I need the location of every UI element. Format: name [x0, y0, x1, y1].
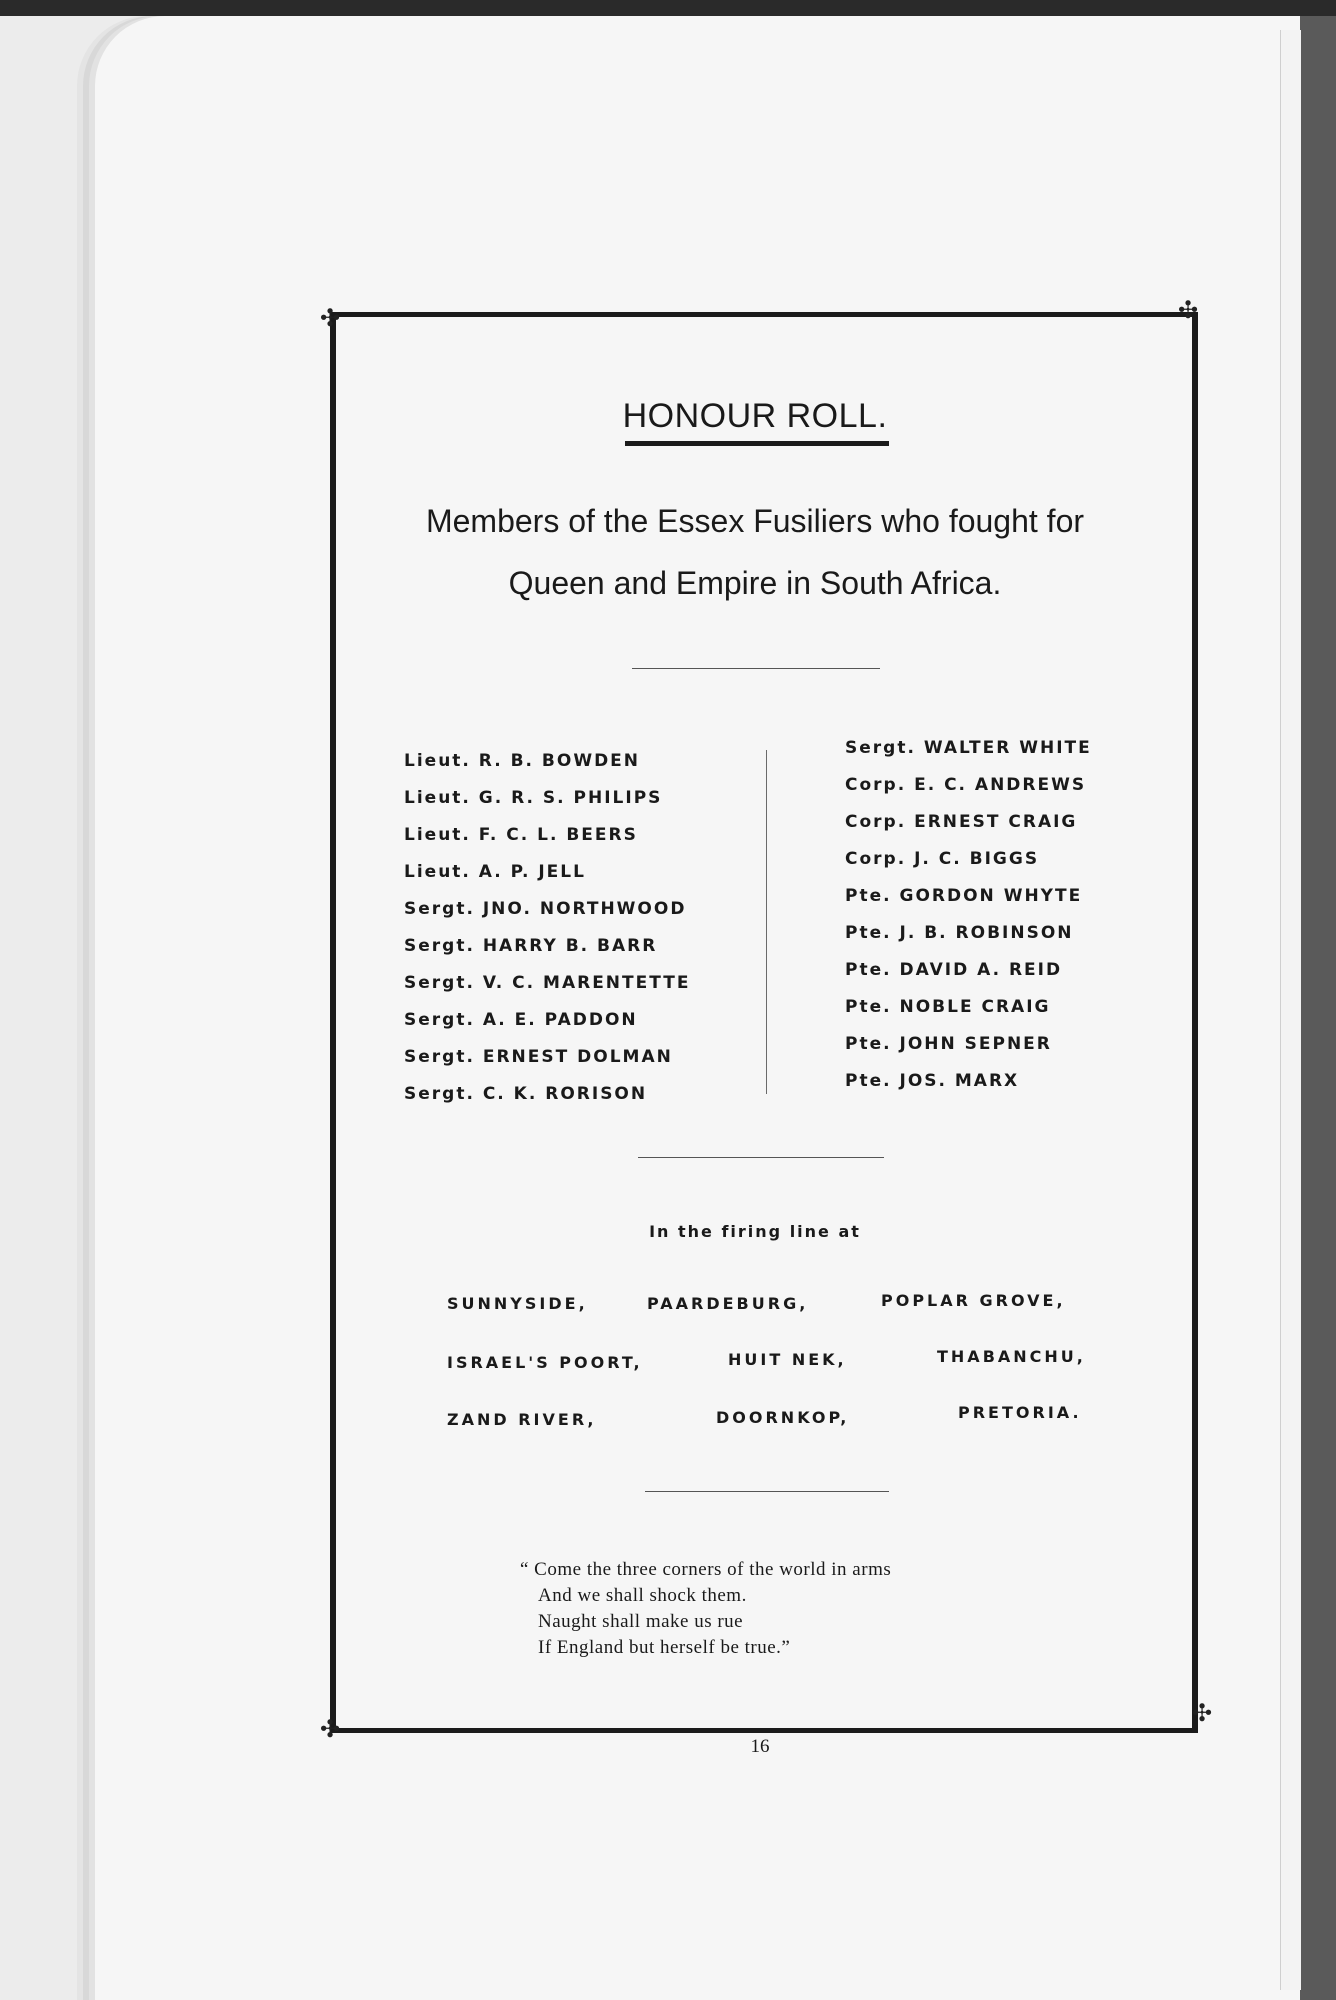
verse-line: Naught shall make us rue	[538, 1611, 744, 1632]
verse-line: And we shall shock them.	[538, 1585, 747, 1606]
firing-line-heading: In the firing line at	[649, 1222, 861, 1241]
battle-place: PAARDEBURG,	[647, 1294, 809, 1313]
honour-roll-name: Sergt. WALTER WHITE	[845, 738, 1092, 758]
page-subtitle	[340, 490, 1170, 614]
corner-ornament-icon: ✣	[320, 1717, 341, 1743]
honour-roll-name: Corp. J. C. BIGGS	[845, 849, 1040, 869]
verse-line: “ Come the three corners of the world in arms	[520, 1559, 892, 1580]
corner-ornament-icon: ✣	[1192, 1701, 1213, 1727]
column-divider	[766, 750, 767, 1094]
honour-roll-name: Corp. E. C. ANDREWS	[845, 775, 1087, 795]
honour-roll-name: Lieut. R. B. BOWDEN	[404, 751, 641, 771]
honour-roll-name: Lieut. G. R. S. PHILIPS	[404, 788, 663, 808]
page-number: 16	[750, 1736, 770, 1757]
book-cover-edge	[1300, 16, 1336, 2000]
corner-ornament-icon: ✣	[1178, 298, 1199, 324]
battle-place: ZAND RIVER,	[447, 1410, 597, 1429]
scan-top-band	[0, 0, 1336, 16]
honour-roll-name: Sergt. V. C. MARENTETTE	[404, 973, 691, 993]
corner-ornament-icon: ✣	[320, 306, 341, 332]
battle-place: THABANCHU,	[937, 1347, 1086, 1366]
honour-roll-name: Sergt. A. E. PADDON	[404, 1010, 638, 1030]
subtitle-line: Queen and Empire in South Africa.	[508, 565, 1002, 601]
honour-roll-name: Pte. J. B. ROBINSON	[845, 923, 1074, 943]
divider-rule	[645, 1491, 889, 1492]
honour-roll-name: Sergt. C. K. RORISON	[404, 1084, 648, 1104]
honour-roll-name: Sergt. HARRY B. BARR	[404, 936, 658, 956]
honour-roll-right-column	[845, 730, 1092, 1100]
verse-line: If England but herself be true.”	[538, 1637, 791, 1658]
honour-roll-name: Sergt. JNO. NORTHWOOD	[404, 899, 687, 919]
battle-place: SUNNYSIDE,	[447, 1294, 588, 1313]
honour-roll-name: Pte. GORDON WHYTE	[845, 886, 1083, 906]
battle-place: ISRAEL'S POORT,	[447, 1353, 643, 1372]
battle-place: DOORNKOP,	[716, 1408, 850, 1427]
honour-roll-name: Pte. NOBLE CRAIG	[845, 997, 1051, 1017]
divider-rule	[632, 668, 880, 669]
subtitle-line: Members of the Essex Fusiliers who fought for	[425, 503, 1085, 539]
honour-roll-name: Lieut. F. C. L. BEERS	[404, 825, 638, 845]
honour-roll-name: Corp. ERNEST CRAIG	[845, 812, 1078, 832]
facing-page-edge	[1280, 30, 1301, 1990]
honour-roll-name: Pte. DAVID A. REID	[845, 960, 1063, 980]
closing-verse	[520, 1557, 1040, 1661]
honour-roll-name: Pte. JOS. MARX	[845, 1071, 1020, 1091]
honour-roll-name: Sergt. ERNEST DOLMAN	[404, 1047, 673, 1067]
battle-place: POPLAR GROVE,	[881, 1291, 1066, 1310]
divider-rule	[638, 1157, 884, 1158]
honour-roll-left-column	[404, 743, 690, 1113]
battle-place: PRETORIA.	[958, 1403, 1082, 1422]
honour-roll-name: Pte. JOHN SEPNER	[845, 1034, 1052, 1054]
battle-place: HUIT NEK,	[728, 1350, 847, 1369]
page-title: HONOUR ROLL.	[622, 397, 888, 435]
honour-roll-name: Lieut. A. P. JELL	[404, 862, 586, 882]
title-underline	[625, 441, 889, 446]
